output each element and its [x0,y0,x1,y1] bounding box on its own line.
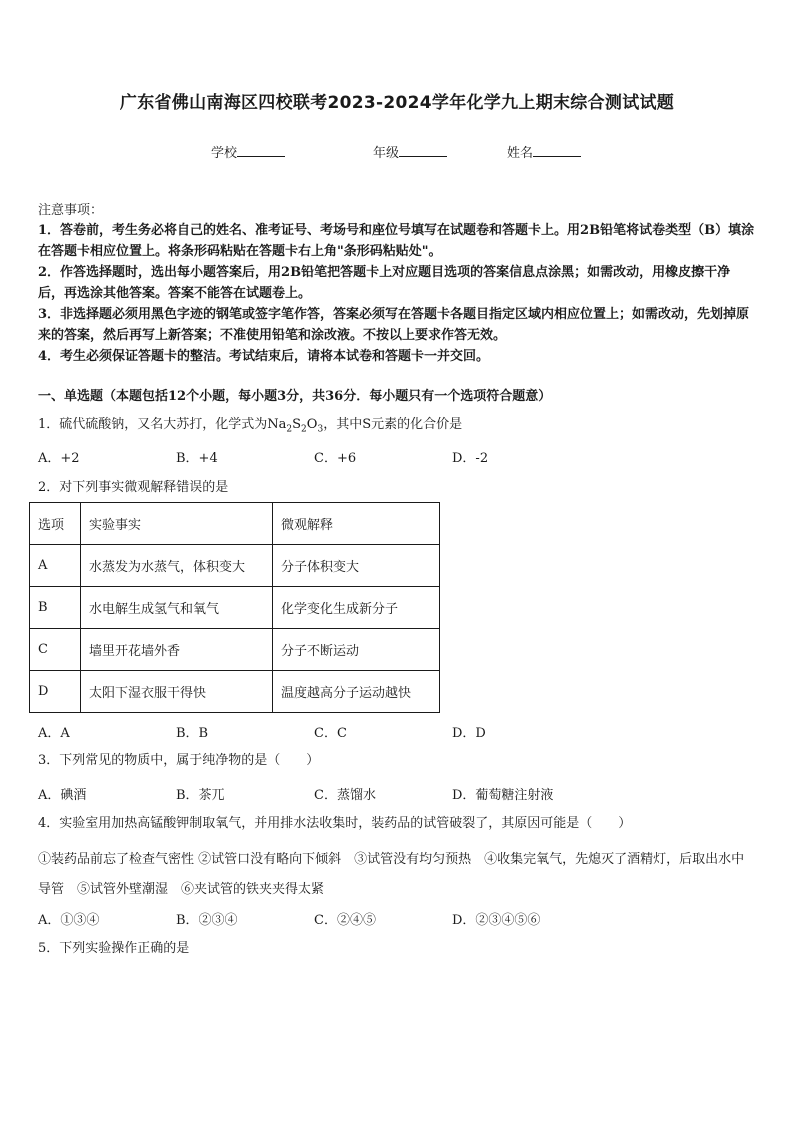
table-header-cell: 微观解释 [273,503,440,545]
table-header-row [30,503,440,545]
notice-item-3: 3．非选择题必须用黑色字迹的钢笔或签字笔作答，答案必须写在答题卡各题目指定区域内相应位置上；如需改动，先划掉原来的答案，然后再写上新答案；不准使用铅笔和涂改液。不按以上要求作答无效。 [38,307,750,343]
school-field [211,142,285,161]
exam-title: 广东省佛山南海区四校联考2023-2024学年化学九上期末综合测试试题 [119,93,675,113]
q2-option-a: A．A [38,726,70,741]
q4-option-d: D．②③④⑤⑥ [452,913,541,928]
table-cell: 分子体积变大 [273,545,440,587]
table-cell: D [30,671,81,713]
q1-option-a: A．+2 [38,451,80,466]
q3-option-b: B．茶兀 [176,788,225,803]
table-cell: B [30,587,81,629]
table-cell: 水电解生成氢气和氧气 [81,587,273,629]
table-header-cell: 选项 [30,503,81,545]
table-row [30,545,440,587]
q4-option-a: A．①③④ [38,913,100,928]
table-header-cell: 实验事实 [81,503,273,545]
table-cell: A [30,545,81,587]
q4-option-b: B．②③④ [176,913,238,928]
q3-option-c: C．蒸馏水 [314,788,376,803]
notice-item-1: 1．答卷前，考生务必将自己的姓名、准考证号、考场号和座位号填写在试题卷和答题卡上。用2B铅笔将试卷类型（B）填涂在答题卡相应位置上。将条形码粘贴在答题卡右上角"条形码粘贴处"。 [38,223,755,259]
q1-option-d: D．-2 [452,451,489,466]
table-cell: 墙里开花墙外香 [81,629,273,671]
name-field [507,142,581,161]
table-cell: 水蒸发为水蒸气，体积变大 [81,545,273,587]
q2-option-d: D．D [452,726,486,741]
q4-option-c: C．②④⑤ [314,913,376,928]
notice-item-4: 4．考生必须保证答题卡的整洁。考试结束后，请将本试卷和答题卡一并交回。 [38,349,490,364]
name-blank [533,144,581,157]
table-cell: 化学变化生成新分子 [273,587,440,629]
table-cell: C [30,629,81,671]
q1-option-b: B．+4 [176,451,218,466]
grade-field [373,142,447,161]
table-row [30,629,440,671]
q2-table [29,502,440,713]
table-cell: 太阳下湿衣服干得快 [81,671,273,713]
school-label: 学校 [211,146,238,161]
table-cell: 温度越高分子运动越快 [273,671,440,713]
q3-option-a: A．碘酒 [38,788,87,803]
grade-blank [399,144,447,157]
q5-stem: 5．下列实验操作正确的是 [38,941,190,956]
section-heading: 一、单选题（本题包括12个小题，每小题3分，共36分．每小题只有一个选项符合题意） [38,389,552,404]
q4-detail: ①装药品前忘了检查气密性 ②试管口没有略向下倾斜 ③试管没有均匀预热 ④收集完氧气，先熄灭了酒精灯，后取出水中导管 ⑤试管外壁潮湿 ⑥夹试管的铁夹夹得太紧 [38,852,745,897]
q2-option-b: B．B [176,726,209,741]
q1-stem: 1．硫代硫酸钠，又名大苏打，化学式为$Na_2S_2O_3$，其中S元素的化合价是 [38,417,463,435]
q4-stem: 4．实验室用加热高锰酸钾制取氧气，并用排水法收集时，装药品的试管破裂了，其原因可能是（ ） [38,816,632,831]
notice-heading: 注意事项： [38,203,104,218]
table-cell: 分子不断运动 [273,629,440,671]
table-row [30,671,440,713]
grade-label: 年级 [373,146,400,161]
q3-stem: 3．下列常见的物质中，属于纯净物的是（ ） [38,753,320,768]
name-label: 姓名 [507,146,534,161]
notice-item-2: 2．作答选择题时，选出每小题答案后，用2B铅笔把答题卡上对应题目选项的答案信息点涂黑；如需改动，用橡皮擦干净后，再选涂其他答案。答案不能答在试题卷上。 [38,265,731,301]
q2-stem: 2．对下列事实微观解释错误的是 [38,480,229,495]
q1-option-c: C．+6 [314,451,357,466]
q3-option-d: D．葡萄糖注射液 [452,788,554,803]
school-blank [237,144,285,157]
table-row [30,587,440,629]
q2-option-c: C．C [314,726,347,741]
